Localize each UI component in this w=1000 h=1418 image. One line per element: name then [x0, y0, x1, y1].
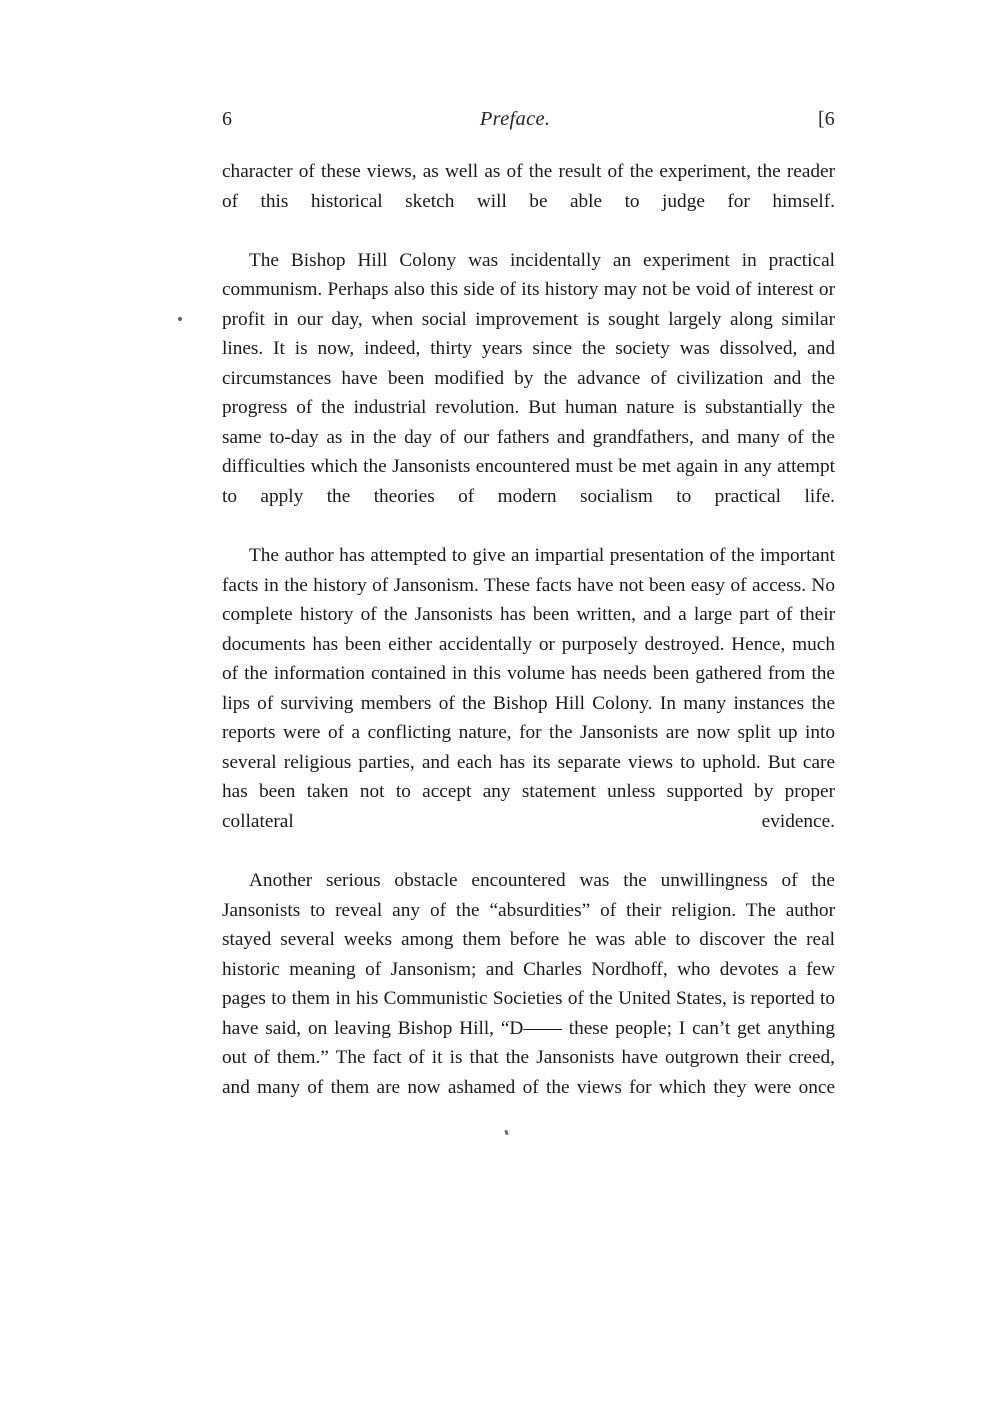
paragraph-1: character of these views, as well as of the result of the experiment, the reader of this historical sketch will be able to judge for himself.	[222, 161, 835, 212]
page-number-right: [6	[817, 108, 835, 130]
paragraph-3: The author has attempted to give an impartial presentation of the important facts in the history of Jansonism. These facts have not been easy of access. No complete history of the Jansonists has been written, and a large part of their documents has been either accidentally or purposely destroyed. Hence, much of the information contained in this volume has needs been gathered from the lips of surviving members of the Bishop Hill Colony. In many instances the reports were of a conflicting nature, for the Jansonists are now split up into several religious parties, and each has its separate views to uphold. But care has been taken not to accept any statement unless supported by proper collateral evidence.	[222, 545, 835, 833]
paragraph-2: The Bishop Hill Colony was incidentally an experiment in practical communism. Perhaps also this side of its history may not be void of interest or profit in our day, when social improvement is sought largely along similar lines. It is now, indeed, thirty years since the society was dissolved, and circumstances have been modified by the advance of civilization and the progress of the industrial revolution. But human nature is substantially the same to-day as in the day of our fathers and grandfathers, and many of the difficulties which the Jansonists encountered must be met again in any attempt to apply the theories of modern socialism to practical life.	[222, 249, 835, 508]
ink-speck-left-margin	[178, 317, 182, 321]
body-text-block	[222, 157, 835, 1132]
running-head	[222, 104, 835, 134]
running-head-title: Preface.	[479, 108, 551, 130]
page-number-left: 6	[222, 108, 233, 130]
paragraph-4: Another serious obstacle encountered was the unwillingness of the Jansonists to reveal any of the “absurdities” of their religion. The author stayed several weeks among them before he was able to discover the real historic meaning of Jansonism; and Charles Nordhoff, who devotes a few pages to them in his Communistic Societies of the United States, is reported to have said, on leaving Bishop Hill, “D—— these people; I can’t get anything out of them.” The fact of it is that the Jansonists have outgrown their creed, and many of them are now ashamed of the views for which they were once	[222, 870, 835, 1098]
